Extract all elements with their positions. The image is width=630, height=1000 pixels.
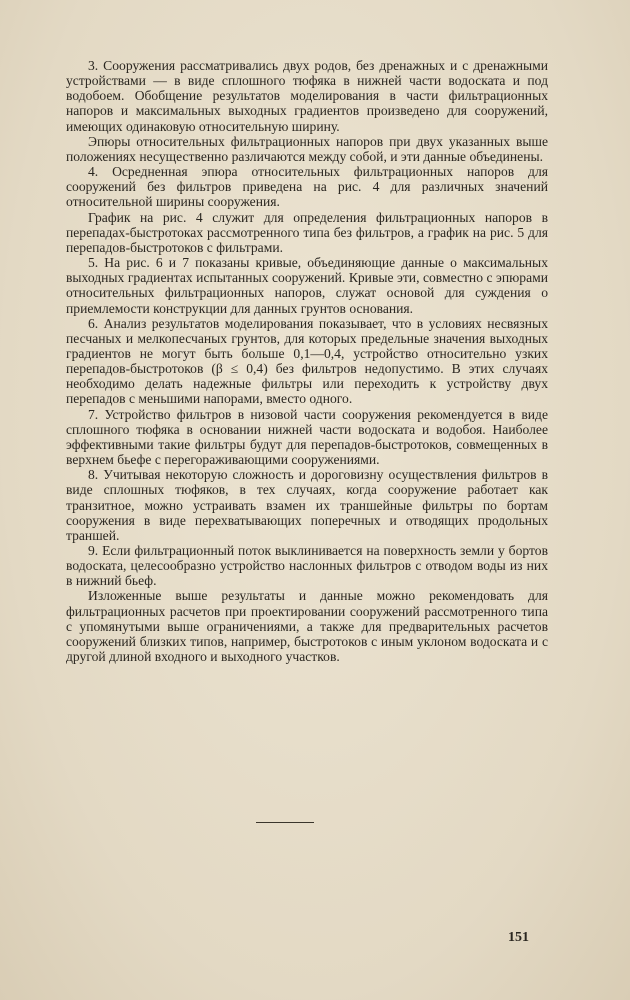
paragraph-4: График на рис. 4 служит для определения фильтрационных напоров в перепадах-быстротоках рассмотренного типа без фильтров, а график на рис. 5 для перепадов-быстротоков с фильтрами.	[66, 209, 548, 255]
paragraph-9: 9. Если фильтрационный поток выклинивается на поверхность земли у бортов водоската, целесообразно устройство наслонных фильтров с отводом воды из них в нижний бьеф.	[66, 543, 548, 589]
paragraph-6: 6. Анализ результатов моделирования показывает, что в условиях несвязных песчаных и мелкопесчаных грунтов, для которых предельные значения выходных градиентов не могут быть больше 0,1—0,4, устройство относительно узких перепадов-быстротоков (β ≤ 0,4) без фильтров недопустимо. В этих случаях необходимо делать надежные фильтры или переходить к устройству двух перепадов с меньшими напорами, вместо одного.	[66, 315, 548, 407]
paragraph-10: Изложенные выше результаты и данные можно рекомендовать для фильтрационных расчетов при проектировании сооружений рассмотренного типа с упомянутыми выше ограничениями, а также для предварительных расчетов сооружений близких типов, например, быстротоков с иным уклоном водоската и с другой длиной входного и выходного участков.	[66, 588, 548, 665]
closing-rule	[256, 822, 314, 823]
body-text	[66, 58, 548, 664]
page-number: 151	[508, 930, 529, 945]
paragraph-3: 4. Осредненная эпюра относительных фильтрационных напоров для сооружений без фильтров приведена на рис. 4 для различных значений относительной ширины сооружения.	[66, 164, 548, 210]
paragraph-7: 7. Устройство фильтров в низовой части сооружения рекомендуется в виде сплошного тюфяка в основании нижней части водоската и водобоя. Наиболее эффективными такие фильтры будут для перепадов-быстротоков, совмещенных в верхнем бьефе с перегораживающими сооружениями.	[66, 406, 548, 468]
paragraph-1: 3. Сооружения рассматривались двух родов, без дренажных и с дренажными устройствами — в виде сплошного тюфяка в нижней части водоската и под водобоем. Обобщение результатов моделирования в части фильтрационных напоров и максимальных выходных градиентов произведено для сооружений, имеющих одинаковую относительную ширину.	[66, 58, 548, 134]
paragraph-2: Эпюры относительных фильтрационных напоров при двух указанных выше положениях несущественно различаются между собой, и эти данные объединены.	[66, 133, 548, 164]
paragraph-8: 8. Учитывая некоторую сложность и дороговизну осуществления фильтров в виде сплошных тюфяков, в тех случаях, когда сооружение работает как транзитное, можно устраивать взамен их траншейные фильтры по бортам сооружения в виде перехватывающих поперечных и отводящих продольных траншей.	[66, 467, 548, 543]
paragraph-5: 5. На рис. 6 и 7 показаны кривые, объединяющие данные о максимальных выходных градиентах испытанных сооружений. Кривые эти, совместно с эпюрами относительных фильтрационных напоров, служат основой для суждения о приемлемости конструкции для данных грунтов основания.	[66, 255, 548, 316]
